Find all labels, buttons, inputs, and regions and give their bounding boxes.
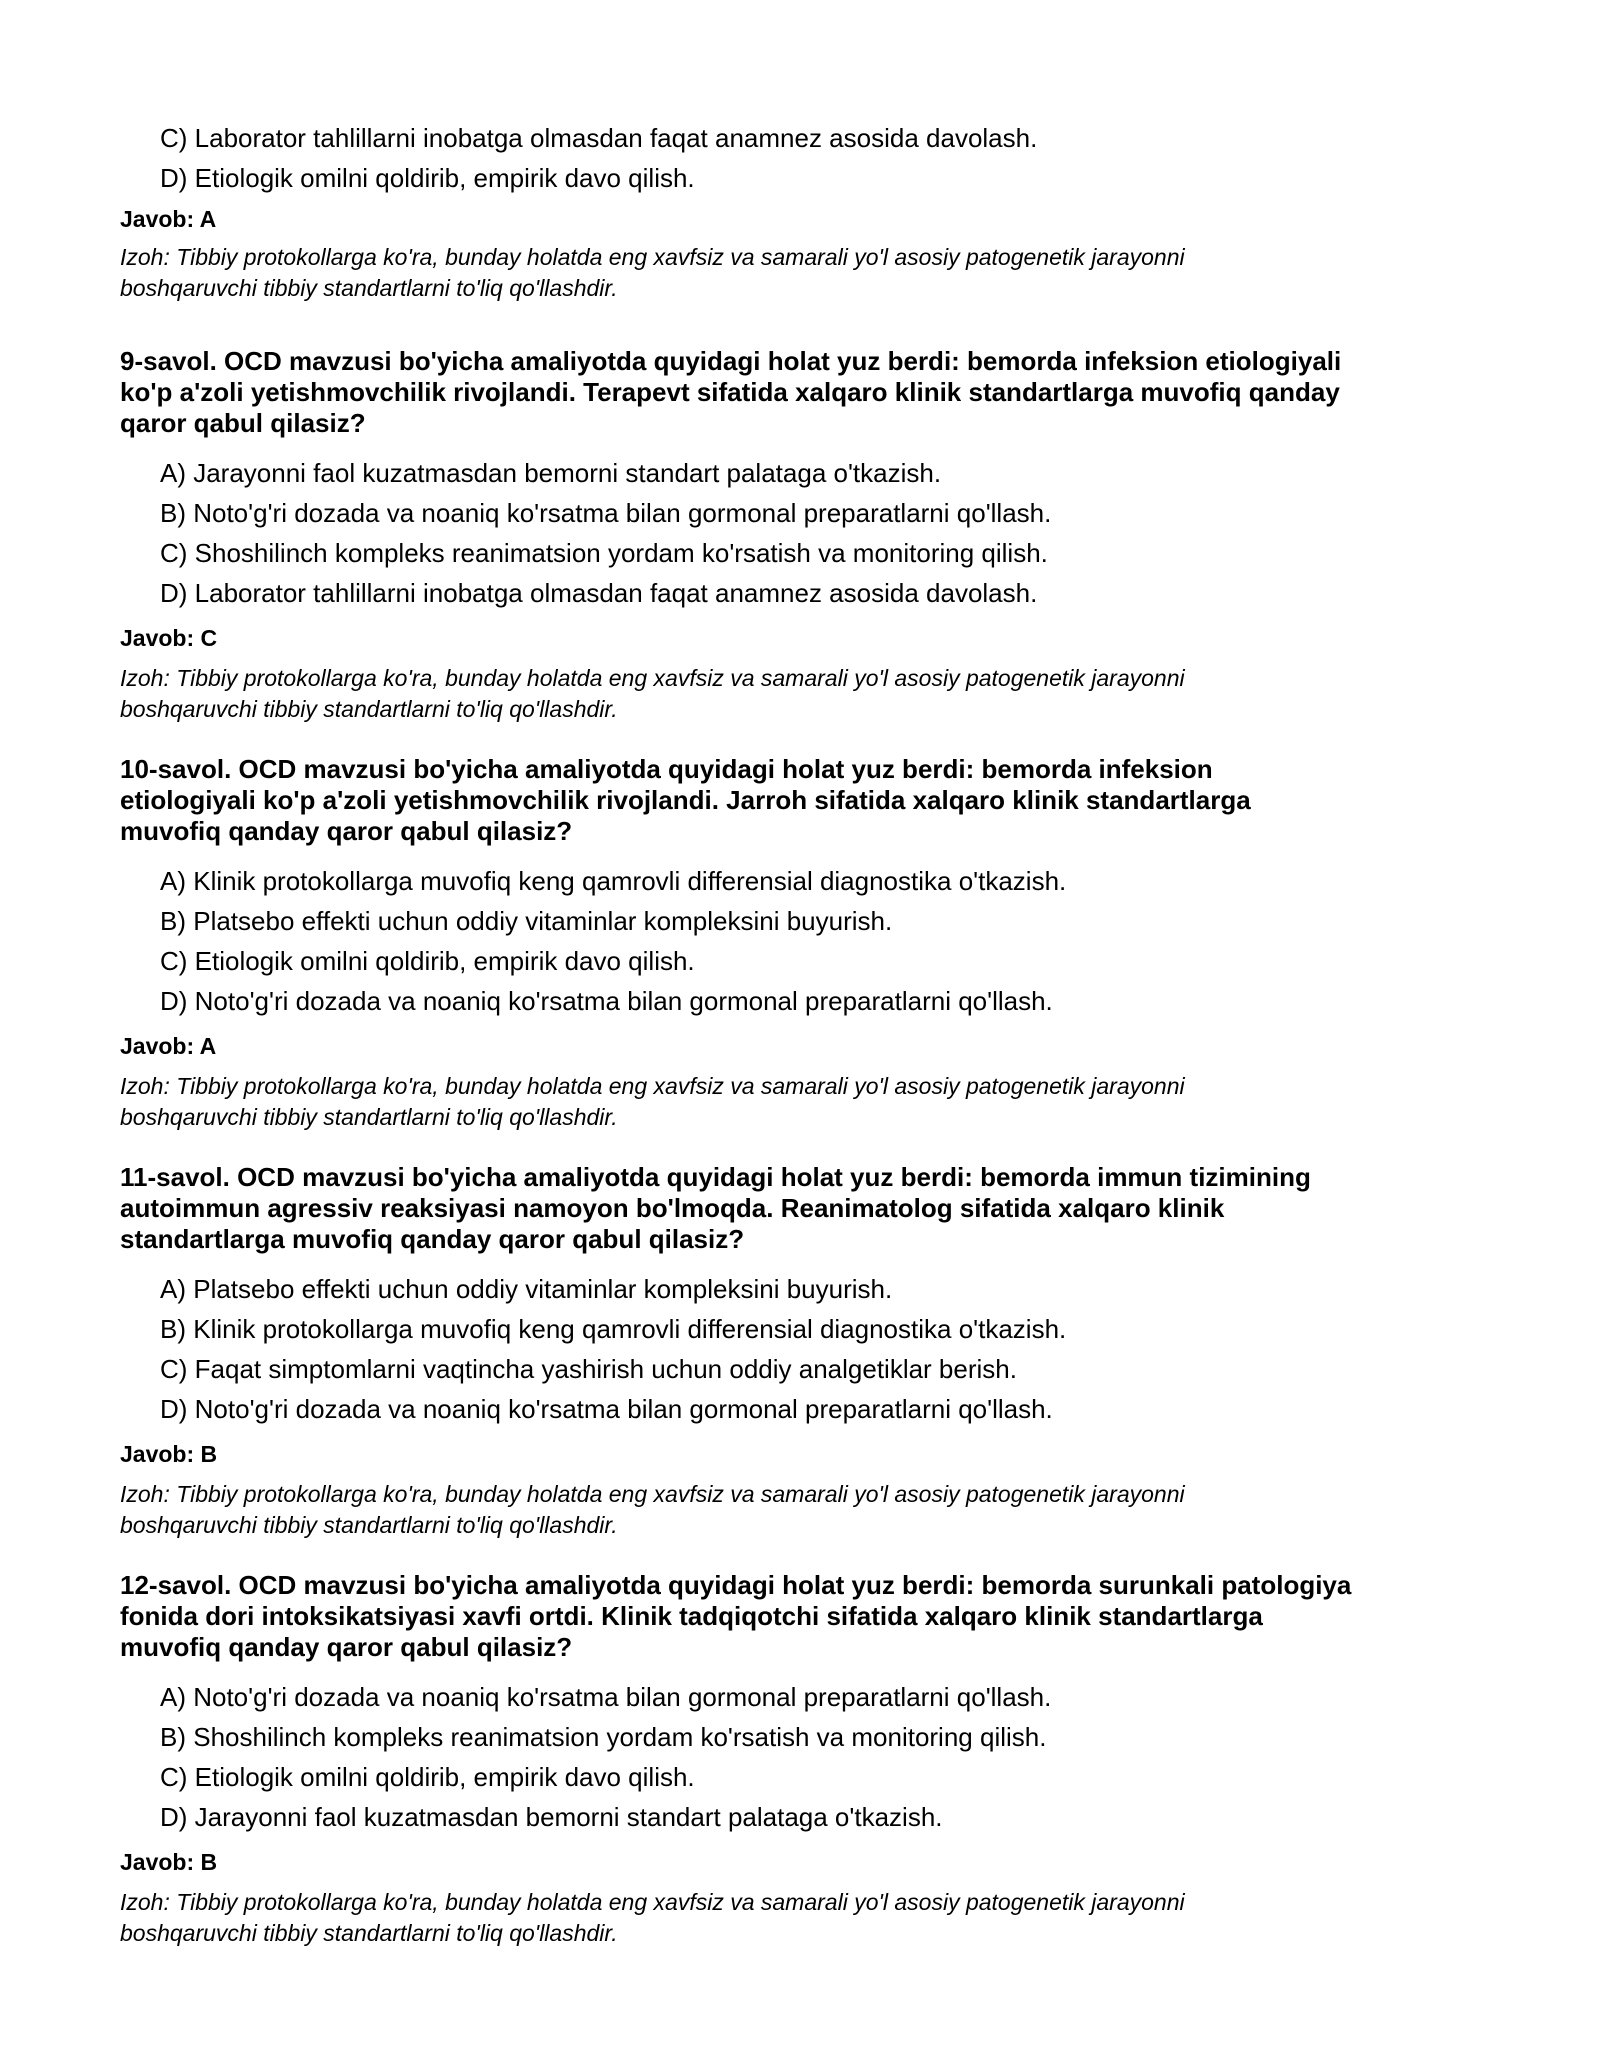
- option-d: D) Laborator tahlillarni inobatga olmasdan faqat anamnez asosida davolash.: [160, 578, 1038, 608]
- question-title-line: 12-savol. OCD mavzusi bo'yicha amaliyotda quyidagi holat yuz berdi: bemorda surunkali patologiya: [120, 1570, 1352, 1600]
- question-title-line: muvofiq qanday qaror qabul qilasiz?: [120, 1632, 573, 1662]
- note-line: Izoh: Tibbiy protokollarga ko'ra, bunday holatda eng xavfsiz va samarali yo'l asosiy patogenetik jarayonni: [120, 665, 1185, 691]
- option-a: A) Noto'g'ri dozada va noaniq ko'rsatma bilan gormonal preparatlarni qo'llash.: [160, 1682, 1052, 1712]
- note-line: boshqaruvchi tibbiy standartlarni to'liq qo'llashdir.: [120, 696, 618, 722]
- option-a: A) Platsebo effekti uchun oddiy vitaminlar kompleksini buyurish.: [160, 1274, 893, 1304]
- question-title-line: etiologiyali ko'p a'zoli yetishmovchilik rivojlandi. Jarroh sifatida xalqaro klinik standartlarga: [120, 785, 1251, 815]
- option-d: D) Etiologik omilni qoldirib, empirik davo qilish.: [160, 163, 695, 193]
- note-line: boshqaruvchi tibbiy standartlarni to'liq qo'llashdir.: [120, 1920, 618, 1946]
- options-list: [120, 1677, 1500, 1837]
- explanation-note: [120, 1887, 1500, 1949]
- option-c: C) Shoshilinch kompleks reanimatsion yordam ko'rsatish va monitoring qilish.: [160, 538, 1048, 568]
- note-line: Izoh: Tibbiy protokollarga ko'ra, bunday holatda eng xavfsiz va samarali yo'l asosiy patogenetik jarayonni: [120, 1481, 1185, 1507]
- note-line: Izoh: Tibbiy protokollarga ko'ra, bunday holatda eng xavfsiz va samarali yo'l asosiy patogenetik jarayonni: [120, 1073, 1185, 1099]
- option-c: C) Etiologik omilni qoldirib, empirik davo qilish.: [160, 946, 695, 976]
- question-11: [120, 1162, 1500, 1541]
- question-title-line: muvofiq qanday qaror qabul qilasiz?: [120, 816, 573, 846]
- answer-line: Javob: B: [120, 1849, 218, 1875]
- options-list: [120, 1269, 1500, 1429]
- option-b: B) Platsebo effekti uchun oddiy vitaminlar kompleksini buyurish.: [160, 906, 893, 936]
- answer-line: Javob: C: [120, 625, 218, 651]
- question-10: [120, 754, 1500, 1133]
- question-9: [120, 346, 1500, 725]
- question-title-line: fonida dori intoksikatsiyasi xavfi ortdi. Klinik tadqiqotchi sifatida xalqaro klinik standartlarga: [120, 1601, 1263, 1631]
- option-d: D) Noto'g'ri dozada va noaniq ko'rsatma bilan gormonal preparatlarni qo'llash.: [160, 986, 1053, 1016]
- question-title-line: autoimmun agressiv reaksiyasi namoyon bo'lmoqda. Reanimatolog sifatida xalqaro klinik: [120, 1193, 1225, 1223]
- question-12: [120, 1570, 1500, 1949]
- option-b: B) Klinik protokollarga muvofiq keng qamrovli differensial diagnostika o'tkazish.: [160, 1314, 1067, 1344]
- note-line: boshqaruvchi tibbiy standartlarni to'liq qo'llashdir.: [120, 275, 618, 301]
- explanation-note: [120, 242, 1500, 304]
- option-d: D) Jarayonni faol kuzatmasdan bemorni standart palataga o'tkazish.: [160, 1802, 943, 1832]
- question-title: [120, 1162, 1500, 1255]
- option-c: C) Faqat simptomlarni vaqtincha yashirish uchun oddiy analgetiklar berish.: [160, 1354, 1017, 1384]
- note-line: boshqaruvchi tibbiy standartlarni to'liq qo'llashdir.: [120, 1512, 618, 1538]
- question-title-line: 10-savol. OCD mavzusi bo'yicha amaliyotda quyidagi holat yuz berdi: bemorda infeksion: [120, 754, 1213, 784]
- answer-line: Javob: A: [120, 206, 217, 232]
- answer-line: Javob: A: [120, 1033, 217, 1059]
- question-title-line: qaror qabul qilasiz?: [120, 408, 366, 438]
- note-line: Izoh: Tibbiy protokollarga ko'ra, bunday holatda eng xavfsiz va samarali yo'l asosiy patogenetik jarayonni: [120, 244, 1185, 270]
- answer-line: Javob: B: [120, 1441, 218, 1467]
- option-b: B) Shoshilinch kompleks reanimatsion yordam ko'rsatish va monitoring qilish.: [160, 1722, 1047, 1752]
- question-title: [120, 346, 1500, 439]
- option-c: C) Etiologik omilni qoldirib, empirik davo qilish.: [160, 1762, 695, 1792]
- option-a: A) Jarayonni faol kuzatmasdan bemorni standart palataga o'tkazish.: [160, 458, 942, 488]
- question-title-line: 11-savol. OCD mavzusi bo'yicha amaliyotda quyidagi holat yuz berdi: bemorda immun tizimining: [120, 1162, 1311, 1192]
- option-a: A) Klinik protokollarga muvofiq keng qamrovli differensial diagnostika o'tkazish.: [160, 866, 1067, 896]
- note-line: Izoh: Tibbiy protokollarga ko'ra, bunday holatda eng xavfsiz va samarali yo'l asosiy patogenetik jarayonni: [120, 1889, 1185, 1915]
- option-d: D) Noto'g'ri dozada va noaniq ko'rsatma bilan gormonal preparatlarni qo'llash.: [160, 1394, 1053, 1424]
- explanation-note: [120, 663, 1500, 725]
- option-b: B) Noto'g'ri dozada va noaniq ko'rsatma bilan gormonal preparatlarni qo'llash.: [160, 498, 1052, 528]
- question-title-line: standartlarga muvofiq qanday qaror qabul qilasiz?: [120, 1224, 745, 1254]
- question-title: [120, 754, 1500, 847]
- question-title: [120, 1570, 1500, 1663]
- explanation-note: [120, 1071, 1500, 1133]
- option-c: C) Laborator tahlillarni inobatga olmasdan faqat anamnez asosida davolash.: [160, 123, 1038, 153]
- options-list: [120, 453, 1500, 613]
- question-8-continuation: [120, 118, 1500, 304]
- explanation-note: [120, 1479, 1500, 1541]
- question-title-line: 9-savol. OCD mavzusi bo'yicha amaliyotda quyidagi holat yuz berdi: bemorda infeksion etiologiyali: [120, 346, 1342, 376]
- note-line: boshqaruvchi tibbiy standartlarni to'liq qo'llashdir.: [120, 1104, 618, 1130]
- options-list: [120, 861, 1500, 1021]
- question-title-line: ko'p a'zoli yetishmovchilik rivojlandi. Terapevt sifatida xalqaro klinik standartlarga muvofiq qanday: [120, 377, 1340, 407]
